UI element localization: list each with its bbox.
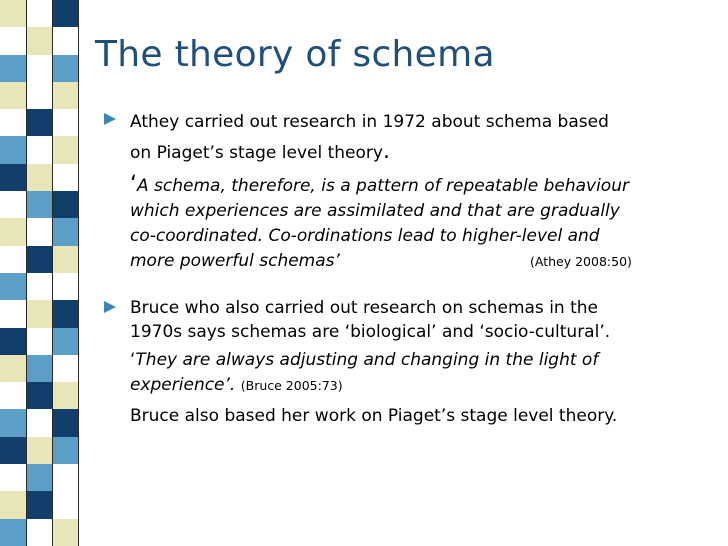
strip-row (0, 136, 78, 163)
strip-cell (52, 27, 78, 54)
strip-cell (0, 164, 26, 191)
strip-row (0, 382, 78, 409)
strip-cell (0, 55, 26, 82)
quote-line: co-coordinated. Co-ordinations lead to higher-level and (130, 226, 600, 246)
bullet-text-line: 1970s says schemas are ‘biological’ and ‘socio-cultural’. (130, 322, 611, 342)
quote-text: They are always adjusting and changing in the light of (135, 350, 599, 370)
strip-cell (52, 382, 78, 409)
strip-cell (26, 382, 52, 409)
strip-cell (52, 355, 78, 382)
strip-row (0, 164, 78, 191)
quote-line (130, 249, 704, 274)
strip-cell (26, 300, 52, 327)
strip-row (0, 27, 78, 54)
strip-cell (52, 519, 78, 546)
strip-cell (0, 191, 26, 218)
strip-cell (52, 218, 78, 245)
strip-cell (0, 27, 26, 54)
strip-row (0, 273, 78, 300)
strip-cell (0, 109, 26, 136)
strip-cell (52, 136, 78, 163)
strip-cell (26, 409, 52, 436)
bullet-text: on Piaget’s stage level theory (130, 143, 383, 163)
strip-cell (0, 464, 26, 491)
strip-cell (26, 491, 52, 518)
strip-row (0, 218, 78, 245)
slide-content (104, 108, 704, 431)
quote-line (130, 373, 704, 398)
strip-cell (26, 273, 52, 300)
bullet-text-line: Bruce who also carried out research on schemas in the (130, 298, 598, 318)
quote-text: experience’. (130, 375, 236, 395)
citation-bruce: (Bruce 2005:73) (240, 378, 343, 393)
strip-cell (52, 273, 78, 300)
strip-cell (0, 136, 26, 163)
strip-row (0, 246, 78, 273)
strip-row (0, 437, 78, 464)
strip-cell (52, 409, 78, 436)
strip-cell (0, 0, 26, 27)
strip-cell (52, 109, 78, 136)
strip-cell (0, 491, 26, 518)
strip-row (0, 464, 78, 491)
bullet-athey (104, 108, 704, 274)
strip-cell (0, 218, 26, 245)
strip-cell (0, 82, 26, 109)
strip-row (0, 409, 78, 436)
strip-row (0, 0, 78, 27)
strip-cell (52, 191, 78, 218)
strip-cell (26, 109, 52, 136)
bullet-triangle-icon (104, 301, 116, 313)
strip-cell (26, 191, 52, 218)
strip-cell (0, 382, 26, 409)
quote-text: more powerful schemas’ (130, 251, 340, 271)
strip-cell (26, 519, 52, 546)
strip-cell (26, 464, 52, 491)
strip-cell (26, 136, 52, 163)
strip-cell (0, 437, 26, 464)
quote-line (130, 172, 704, 199)
strip-cell (52, 464, 78, 491)
quote-text: A schema, therefore, is a pattern of repeatable behaviour (137, 176, 629, 196)
strip-row (0, 519, 78, 546)
strip-row (0, 82, 78, 109)
strip-divider (52, 0, 53, 546)
bullet-text-line (130, 137, 704, 168)
quote-open-mark: ‘ (130, 350, 136, 370)
strip-cell (0, 300, 26, 327)
strip-cell (52, 164, 78, 191)
period-mark: . (382, 139, 390, 164)
bullet-bruce (104, 296, 704, 431)
strip-cell (0, 355, 26, 382)
quote-line: which experiences are assimilated and that are gradually (130, 201, 620, 221)
strip-row (0, 191, 78, 218)
strip-divider (78, 0, 79, 546)
strip-cell (52, 300, 78, 327)
strip-cell (26, 246, 52, 273)
bullet-text-line: Bruce also based her work on Piaget’s stage level theory. (130, 406, 618, 426)
slide-title: The theory of schema (95, 34, 495, 75)
decorative-strip (0, 0, 78, 546)
strip-cell (0, 328, 26, 355)
quote-line (130, 348, 704, 373)
strip-cell (52, 246, 78, 273)
strip-row (0, 355, 78, 382)
strip-cell (52, 491, 78, 518)
strip-cell (52, 82, 78, 109)
strip-cell (26, 218, 52, 245)
strip-cell (0, 519, 26, 546)
strip-cell (0, 246, 26, 273)
strip-cell (26, 82, 52, 109)
strip-cell (26, 328, 52, 355)
bullet-text-line: Athey carried out research in 1972 about schema based (130, 112, 609, 132)
strip-row (0, 300, 78, 327)
strip-cell (52, 437, 78, 464)
strip-row (0, 109, 78, 136)
strip-cell (0, 273, 26, 300)
strip-cell (26, 437, 52, 464)
strip-cell (0, 409, 26, 436)
strip-row (0, 328, 78, 355)
strip-cell (26, 27, 52, 54)
strip-divider (26, 0, 27, 546)
strip-cell (52, 328, 78, 355)
bullet-triangle-icon (104, 113, 116, 125)
strip-row (0, 491, 78, 518)
quote-open-mark: ‘ (130, 172, 137, 197)
strip-row (0, 55, 78, 82)
strip-cell (26, 0, 52, 27)
strip-cell (26, 164, 52, 191)
strip-cell (26, 355, 52, 382)
citation-athey: (Athey 2008:50) (530, 254, 632, 269)
strip-cell (52, 55, 78, 82)
strip-cell (52, 0, 78, 27)
strip-cell (26, 55, 52, 82)
